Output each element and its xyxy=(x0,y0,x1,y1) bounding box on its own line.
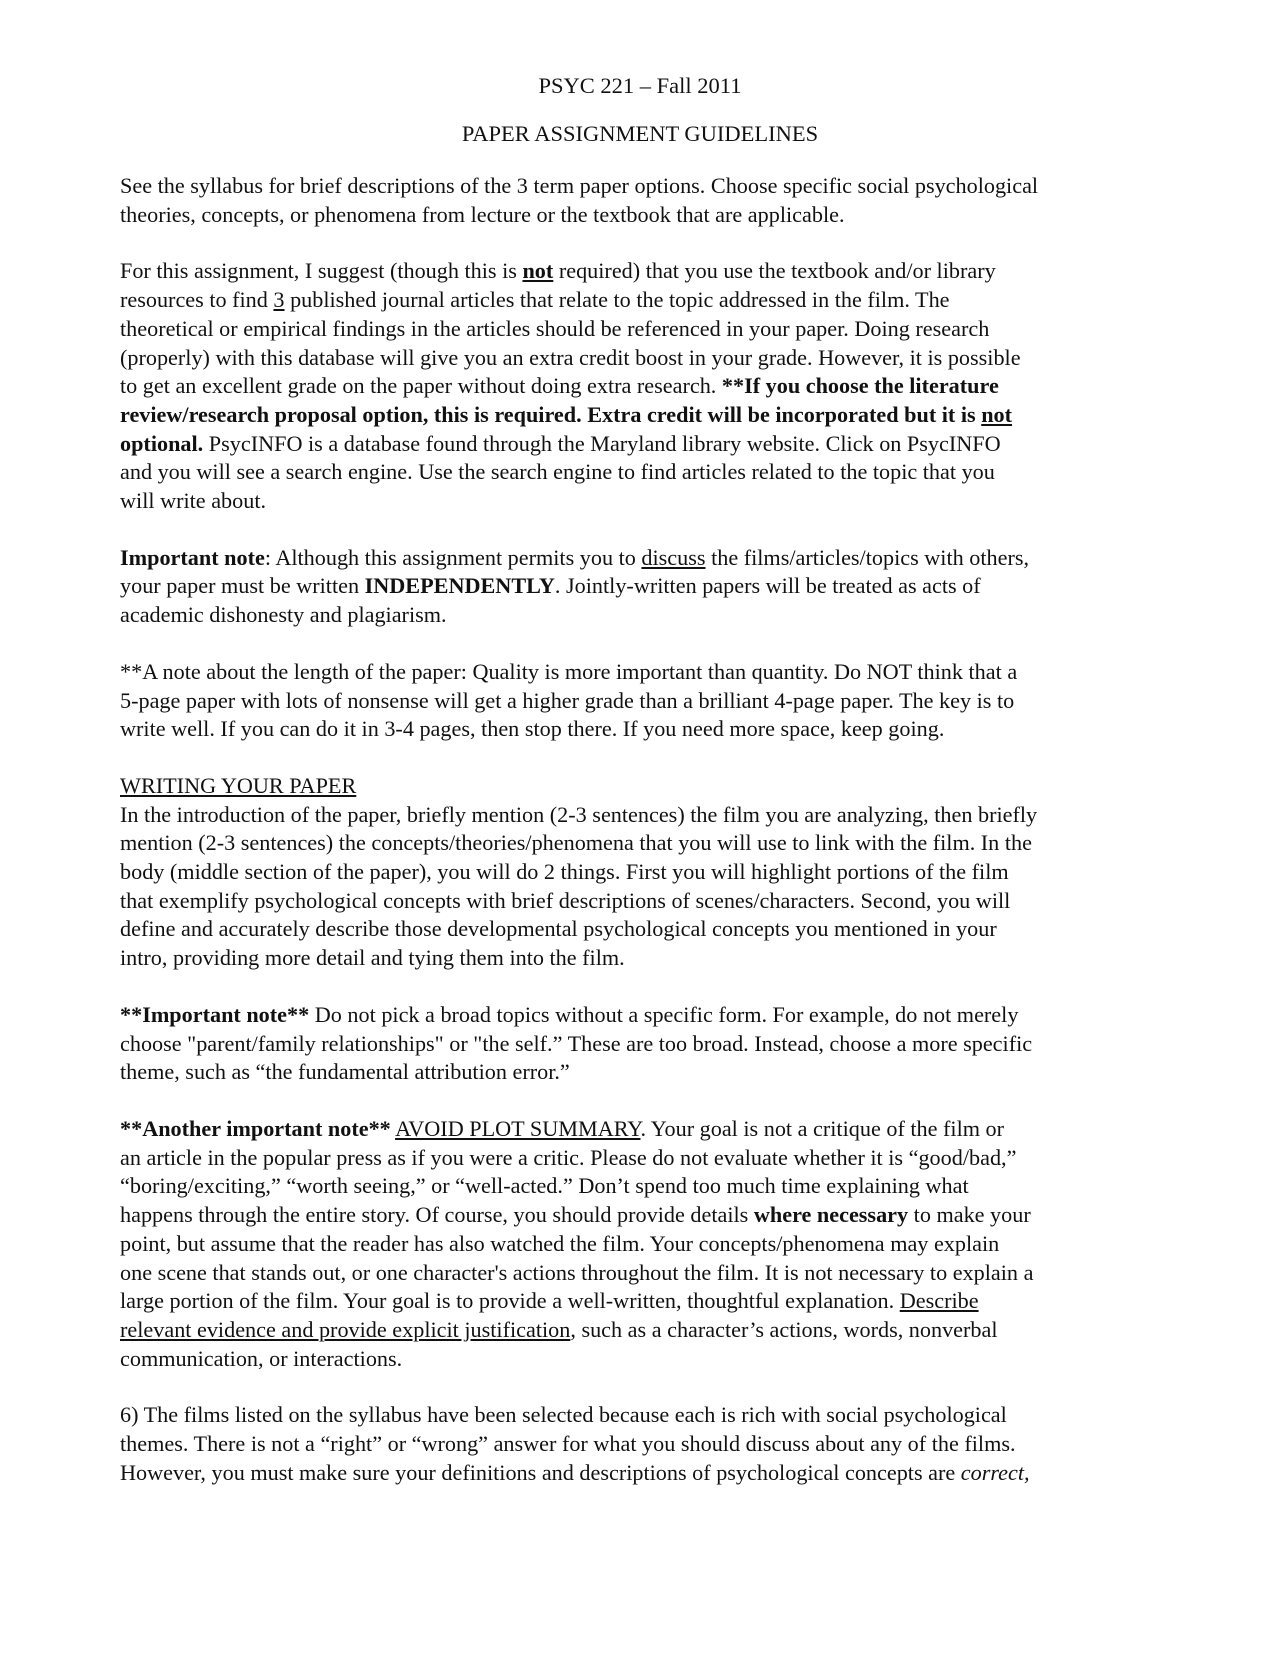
length-note-paragraph xyxy=(120,658,1160,744)
text-line: to get an excellent grade on the paper without doing extra research. **If you choose the literature xyxy=(120,373,999,399)
emphasis-not: not xyxy=(522,258,554,284)
writing-section xyxy=(120,772,1160,973)
text-line: 5-page paper with lots of nonsense will get a higher grade than a brilliant 4-page paper. The key is to xyxy=(120,687,1015,713)
research-paragraph xyxy=(120,257,1160,515)
text-line: and you will see a search engine. Use the search engine to find articles related to the topic that you xyxy=(120,459,995,485)
text-line: Important note: Although this assignment permits you to discuss the films/articles/topics with others, xyxy=(120,544,1030,570)
text-line: **A note about the length of the paper: Quality is more important than quantity. Do NOT think that a xyxy=(120,658,1018,684)
text-line: “boring/exciting,” “worth seeing,” or “well-acted.” Don’t spend too much time explaining what xyxy=(120,1173,969,1199)
text-line: optional. PsycINFO is a database found through the Maryland library website. Click on PsycINFO xyxy=(120,430,1001,456)
course-heading: PSYC 221 – Fall 2011 xyxy=(538,73,742,98)
text-line: In the introduction of the paper, briefly mention (2-3 sentences) the film you are analyzing, then briefly xyxy=(120,801,1038,827)
text-line: write well. If you can do it in 3-4 pages, then stop there. If you need more space, keep going. xyxy=(120,716,945,742)
text-line: However, you must make sure your definitions and descriptions of psychological concepts are correct, xyxy=(120,1459,1030,1485)
text-line: large portion of the film. Your goal is to provide a well-written, thoughtful explanation. Describe xyxy=(120,1288,979,1314)
text-line: review/research proposal option, this is required. Extra credit will be incorporated but it is not xyxy=(120,401,1013,427)
text-line: resources to find 3 published journal articles that relate to the topic addressed in the film. The xyxy=(120,287,950,313)
films-paragraph xyxy=(120,1401,1160,1487)
text-line: choose "parent/family relationships" or "the self.” These are too broad. Instead, choose a more specific xyxy=(120,1030,1033,1056)
text-line: one scene that stands out, or one character's actions throughout the film. It is not necessary to explain a xyxy=(120,1259,1034,1285)
important-note-paragraph xyxy=(120,544,1160,630)
text-line: (properly) with this database will give you an extra credit boost in your grade. However, it is possible xyxy=(120,344,1021,370)
text-line: **Important note** Do not pick a broad topics without a specific form. For example, do not merely xyxy=(120,1001,1019,1027)
text-line: themes. There is not a “right” or “wrong” answer for what you should discuss about any of the films. xyxy=(120,1431,1016,1457)
text-line: See the syllabus for brief descriptions of the 3 term paper options. Choose specific social psychological xyxy=(120,173,1039,198)
page-title: PAPER ASSIGNMENT GUIDELINES xyxy=(461,121,819,146)
text-line: **Another important note** AVOID PLOT SUMMARY. Your goal is not a critique of the film or xyxy=(120,1115,1005,1141)
text-line: relevant evidence and provide explicit justification, such as a character’s actions, words, nonverbal xyxy=(120,1316,998,1342)
text-line: For this assignment, I suggest (though this is not required) that you use the textbook and/or library xyxy=(120,258,996,284)
text-line: communication, or interactions. xyxy=(120,1345,403,1371)
emphasis-three: 3 xyxy=(273,287,285,313)
text-line: theoretical or empirical findings in the articles should be referenced in your paper. Doing research xyxy=(120,315,990,341)
text-line: theories, concepts, or phenomena from lecture or the textbook that are applicable. xyxy=(120,201,845,227)
broad-topic-note-paragraph xyxy=(120,1001,1160,1087)
text-line: that exemplify psychological concepts with brief descriptions of scenes/characters. Second, you will xyxy=(120,887,1011,913)
text-line: 6) The films listed on the syllabus have been selected because each is rich with social psychological xyxy=(120,1402,1007,1428)
intro-paragraph xyxy=(120,172,1160,229)
text-line: body (middle section of the paper), you will do 2 things. First you will highlight portions of the film xyxy=(120,859,1009,885)
text-line: define and accurately describe those developmental psychological concepts you mentioned in your xyxy=(120,916,997,942)
text-line: mention (2-3 sentences) the concepts/theories/phenomena that you will use to link with the film. In the xyxy=(120,830,1032,856)
text-line: theme, such as “the fundamental attribution error.” xyxy=(120,1059,570,1085)
text-line: intro, providing more detail and tying them into the film. xyxy=(120,945,625,971)
text-line: happens through the entire story. Of course, you should provide details where necessary to make your xyxy=(120,1202,1031,1228)
text-line: an article in the popular press as if you were a critic. Please do not evaluate whether it is “good/bad,” xyxy=(120,1144,1017,1170)
plot-summary-note-paragraph xyxy=(120,1115,1160,1373)
text-line: point, but assume that the reader has also watched the film. Your concepts/phenomena may explain xyxy=(120,1230,1000,1256)
section-heading: WRITING YOUR PAPER xyxy=(120,772,357,798)
text-line: your paper must be written INDEPENDENTLY. Jointly-written papers will be treated as acts of xyxy=(120,573,981,599)
text-line: will write about. xyxy=(120,488,267,514)
text-line: academic dishonesty and plagiarism. xyxy=(120,602,447,628)
